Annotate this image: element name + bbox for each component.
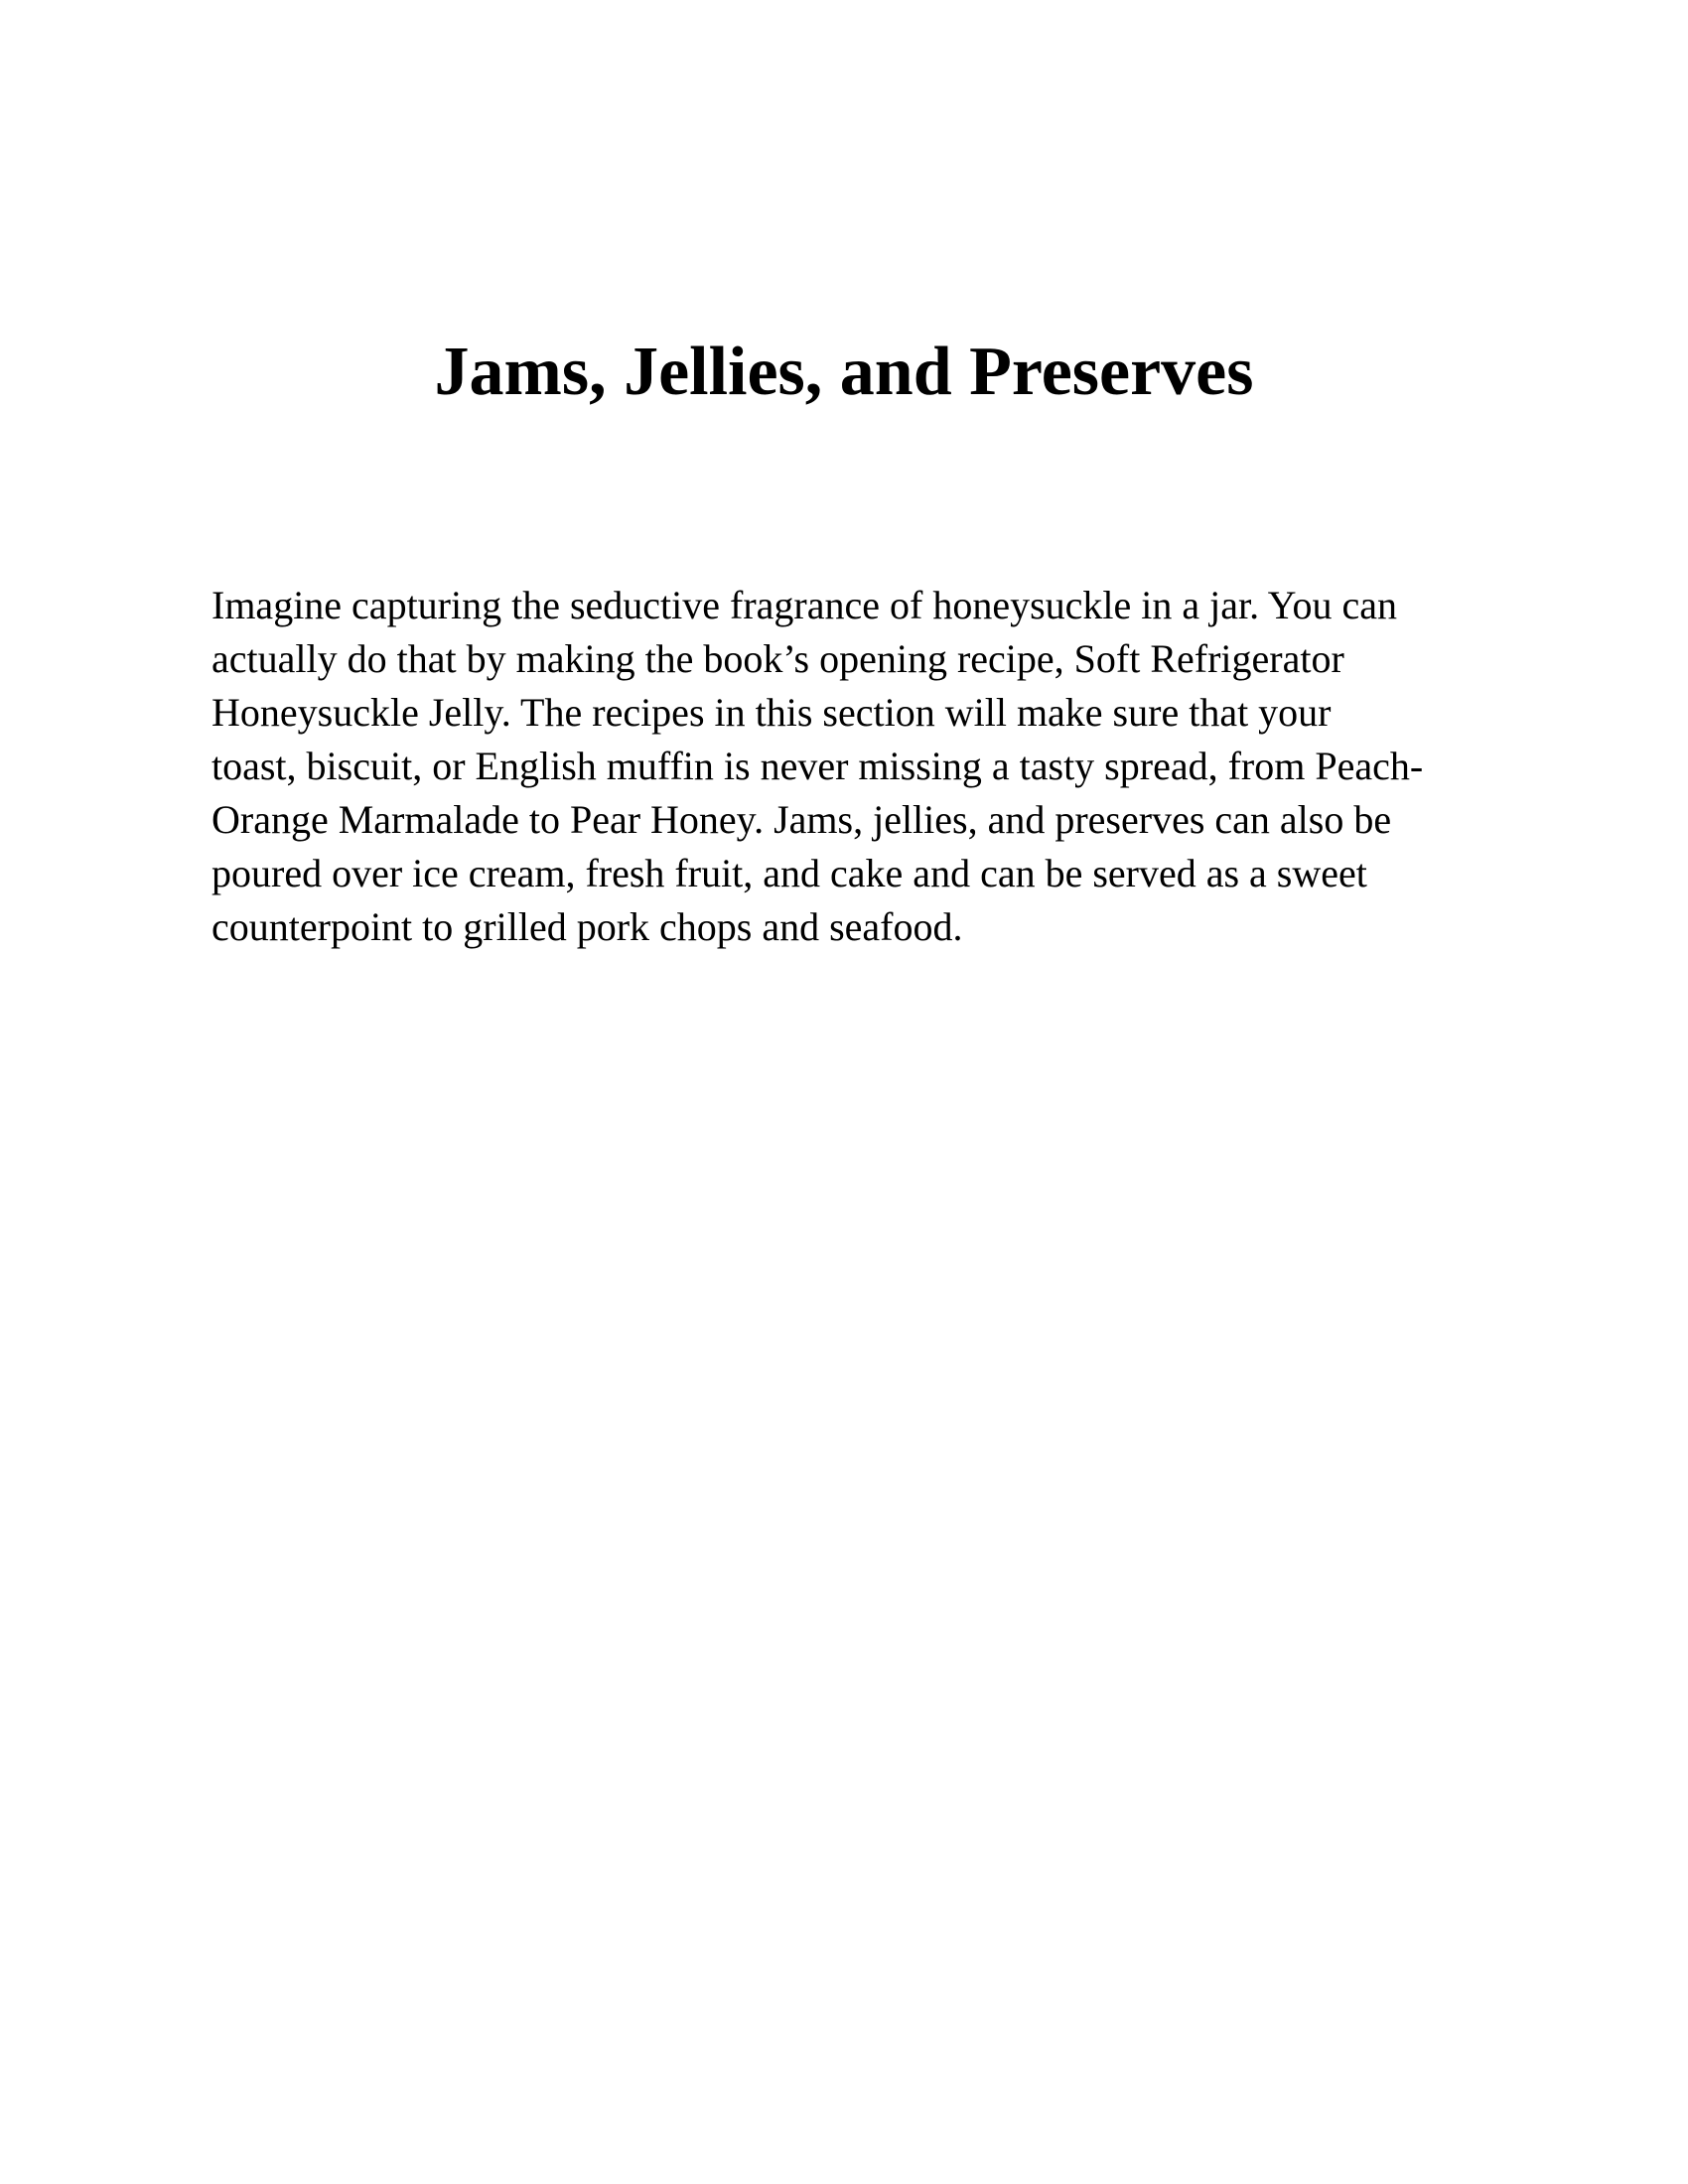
page-title: Jams, Jellies, and Preserves	[434, 334, 1254, 410]
paragraph-line: counterpoint to grilled pork chops and seafood.	[211, 904, 963, 949]
paragraph-line: Honeysuckle Jelly. The recipes in this section will make sure that your	[211, 690, 1332, 735]
paragraph-line: Imagine capturing the seductive fragrance of honeysuckle in a jar. You can	[211, 583, 1398, 627]
paragraph-line: actually do that by making the book’s opening recipe, Soft Refrigerator	[211, 636, 1344, 681]
intro-paragraph	[211, 579, 1502, 954]
paragraph-line: toast, biscuit, or English muffin is never missing a tasty spread, from Peach-	[211, 744, 1424, 788]
paragraph-line: poured over ice cream, fresh fruit, and cake and can be served as a sweet	[211, 851, 1367, 895]
paragraph-line: Orange Marmalade to Pear Honey. Jams, jellies, and preserves can also be	[211, 797, 1392, 842]
